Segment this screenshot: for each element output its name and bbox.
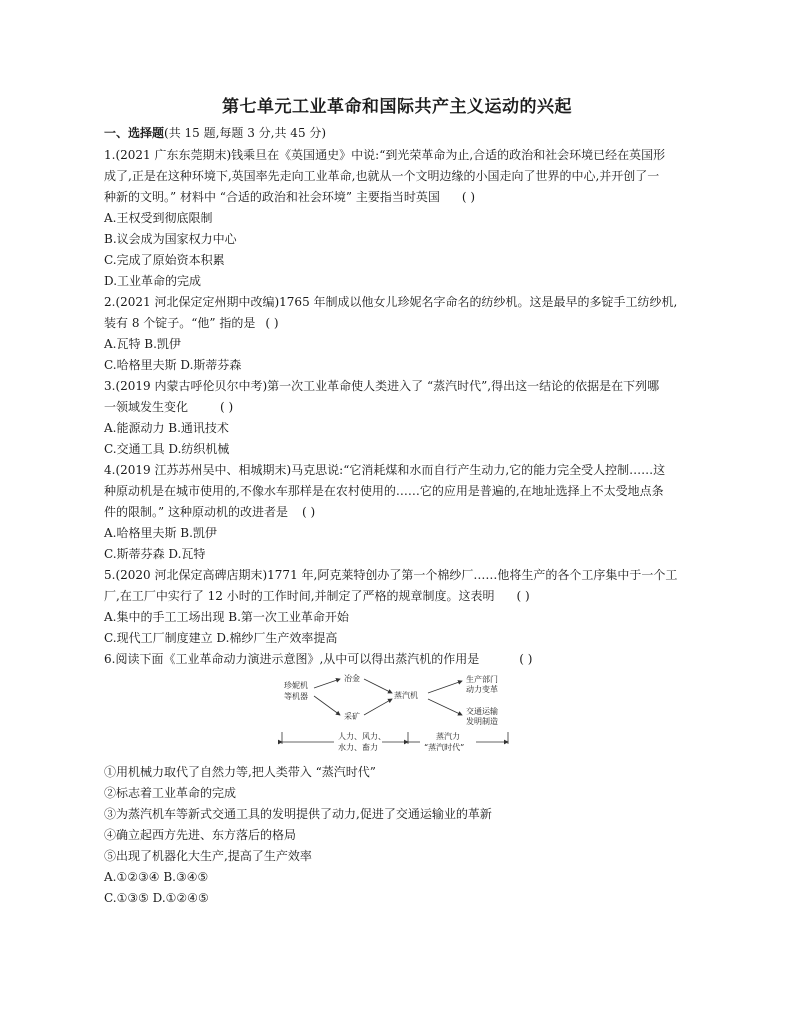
diagram-production-line-2: 动力变革	[466, 685, 498, 694]
diagram-transport-line-1: 交通运输	[466, 707, 498, 716]
q6-statement-1: ①用机械力取代了自然力等,把人类带入 “蒸汽时代”	[104, 765, 376, 779]
q1-answer-blank[interactable]: ( )	[461, 190, 476, 204]
q5-stem-line-2	[104, 588, 704, 604]
q1-stem-line-2: 成了,正是在这种环境下,英国率先走向工业革命,也就从一个文明边缘的小国走向了世界的中心,并开创了一	[104, 169, 660, 183]
diagram-bottom-left-line-1: 人力、风力、	[338, 732, 386, 741]
diagram-steam-engine: 蒸汽机	[394, 691, 418, 700]
q6-options-row-2[interactable]: C.①③⑤ D.①②④⑤	[104, 891, 209, 905]
q6-statement-2: ②标志着工业革命的完成	[104, 786, 237, 800]
q6-options-row-1[interactable]: A.①②③④ B.③④⑤	[104, 870, 209, 884]
q1-stem-line-3	[104, 189, 704, 205]
q6-statement-5: ⑤出现了机器化大生产,提高了生产效率	[104, 849, 312, 863]
q4-stem-line-1: 4.(2019 江苏苏州吴中、相城期末)马克思说:“它消耗煤和水而自行产生动力,它的能力完全受人控制……这	[104, 463, 666, 477]
diagram-jenny-line-1: 珍妮机	[284, 681, 308, 690]
diagram-mining: 采矿	[344, 712, 360, 721]
q6-statement-3: ③为蒸汽机车等新式交通工具的发明提供了动力,促进了交通运输业的革新	[104, 807, 492, 821]
q4-stem-text: 件的限制。” 这种原动机的改进者是	[104, 505, 288, 519]
q6-stem-line	[104, 651, 704, 667]
q2-stem-line-2	[104, 315, 704, 331]
q3-answer-blank[interactable]: ( )	[220, 400, 234, 414]
q6-stem-text: 6.阅读下面《工业革命动力演进示意图》,从中可以得出蒸汽机的作用是	[104, 652, 480, 666]
diagram-transport-line-2: 发明制造	[466, 717, 498, 726]
diagram-jenny-line-2: 等机器	[284, 692, 308, 701]
diagram-metallurgy: 冶金	[344, 674, 360, 683]
arrow-steam-to-transport	[428, 699, 462, 715]
q3-stem-text: 一领域发生变化	[104, 400, 189, 414]
q5-options-row-2[interactable]: C.现代工厂制度建立 D.棉纱厂生产效率提高	[104, 631, 338, 645]
q4-stem-line-2: 种原动机是在城市使用的,不像水车那样是在农村使用的……它的应用是普遍的,在地址选择上不太受地点条	[104, 484, 664, 498]
power-evolution-diagram	[276, 670, 516, 760]
q3-stem-line-2	[104, 399, 704, 415]
q2-answer-blank[interactable]: ( )	[265, 316, 279, 330]
q3-stem-line-1: 3.(2019 内蒙古呼伦贝尔中考)第一次工业革命使人类进入了 “蒸汽时代”,得出这一结论的依据是在下列哪	[104, 379, 660, 393]
arrow-steam-to-production	[428, 681, 462, 693]
q2-stem-text: 装有 8 个锭子。“他” 指的是	[104, 316, 256, 330]
diagram-bottom-left-line-2: 水力、畜力	[338, 743, 378, 752]
section-label: 一、选择题	[104, 126, 165, 140]
q6-statement-4: ④确立起西方先进、东方落后的格局	[104, 828, 297, 842]
q4-stem-line-3	[104, 504, 704, 520]
q4-options-row-1[interactable]: A.哈格里夫斯 B.凯伊	[104, 526, 217, 540]
q5-stem-text: 厂,在工厂中实行了 12 小时的工作时间,并制定了严格的规章制度。这表明	[104, 589, 495, 603]
diagram-production-line-1: 生产部门	[466, 675, 498, 684]
q3-options-row-1[interactable]: A.能源动力 B.通讯技术	[104, 421, 229, 435]
q5-answer-blank[interactable]: ( )	[516, 589, 530, 603]
q1-option-b[interactable]: B.议会成为国家权力中心	[104, 232, 237, 246]
q2-options-row-1[interactable]: A.瓦特 B.凯伊	[104, 337, 181, 351]
q5-options-row-1[interactable]: A.集中的手工工场出现 B.第一次工业革命开始	[104, 610, 349, 624]
diagram-bottom-right-line-1: 蒸汽力	[436, 732, 460, 741]
q4-answer-blank[interactable]: ( )	[301, 505, 316, 519]
q2-options-row-2[interactable]: C.哈格里夫斯 D.斯蒂芬森	[104, 358, 242, 372]
diagram-bottom-right-line-2: “蒸汽时代”	[424, 743, 465, 752]
page-title: 第七单元工业革命和国际共产主义运动的兴起	[222, 97, 572, 117]
section-heading	[104, 125, 704, 141]
section-note: (共 15 题,每题 3 分,共 45 分)	[164, 126, 327, 140]
arrow-metallurgy-to-steam	[364, 679, 392, 693]
arrow-jenny-to-mining	[314, 696, 340, 715]
q2-stem-line-1: 2.(2021 河北保定定州期中改编)1765 年制成以他女儿珍妮名字命名的纺纱机。这是最早的多锭手工纺纱机,	[104, 295, 678, 309]
q1-option-c[interactable]: C.完成了原始资本积累	[104, 253, 225, 267]
q1-option-d[interactable]: D.工业革命的完成	[104, 274, 202, 288]
q5-stem-line-1: 5.(2020 河北保定高碑店期末)1771 年,阿克莱特创办了第一个棉纱厂……他将生产的各个工序集中于一个工	[104, 568, 678, 582]
q1-option-a[interactable]: A.王权受到彻底限制	[104, 211, 213, 225]
arrow-mining-to-steam	[364, 699, 392, 715]
arrow-jenny-to-metallurgy	[314, 679, 340, 688]
q1-stem-text: 种新的文明。” 材料中 “合适的政治和社会环境” 主要指当时英国	[104, 190, 440, 204]
q3-options-row-2[interactable]: C.交通工具 D.纺织机械	[104, 442, 230, 456]
q1-stem-line-1: 1.(2021 广东东莞期末)钱乘旦在《英国通史》中说:“到光荣革命为止,合适的政治和社会环境已经在英国形	[104, 148, 666, 162]
q4-options-row-2[interactable]: C.斯蒂芬森 D.瓦特	[104, 547, 206, 561]
q6-answer-blank[interactable]: ( )	[519, 652, 533, 666]
